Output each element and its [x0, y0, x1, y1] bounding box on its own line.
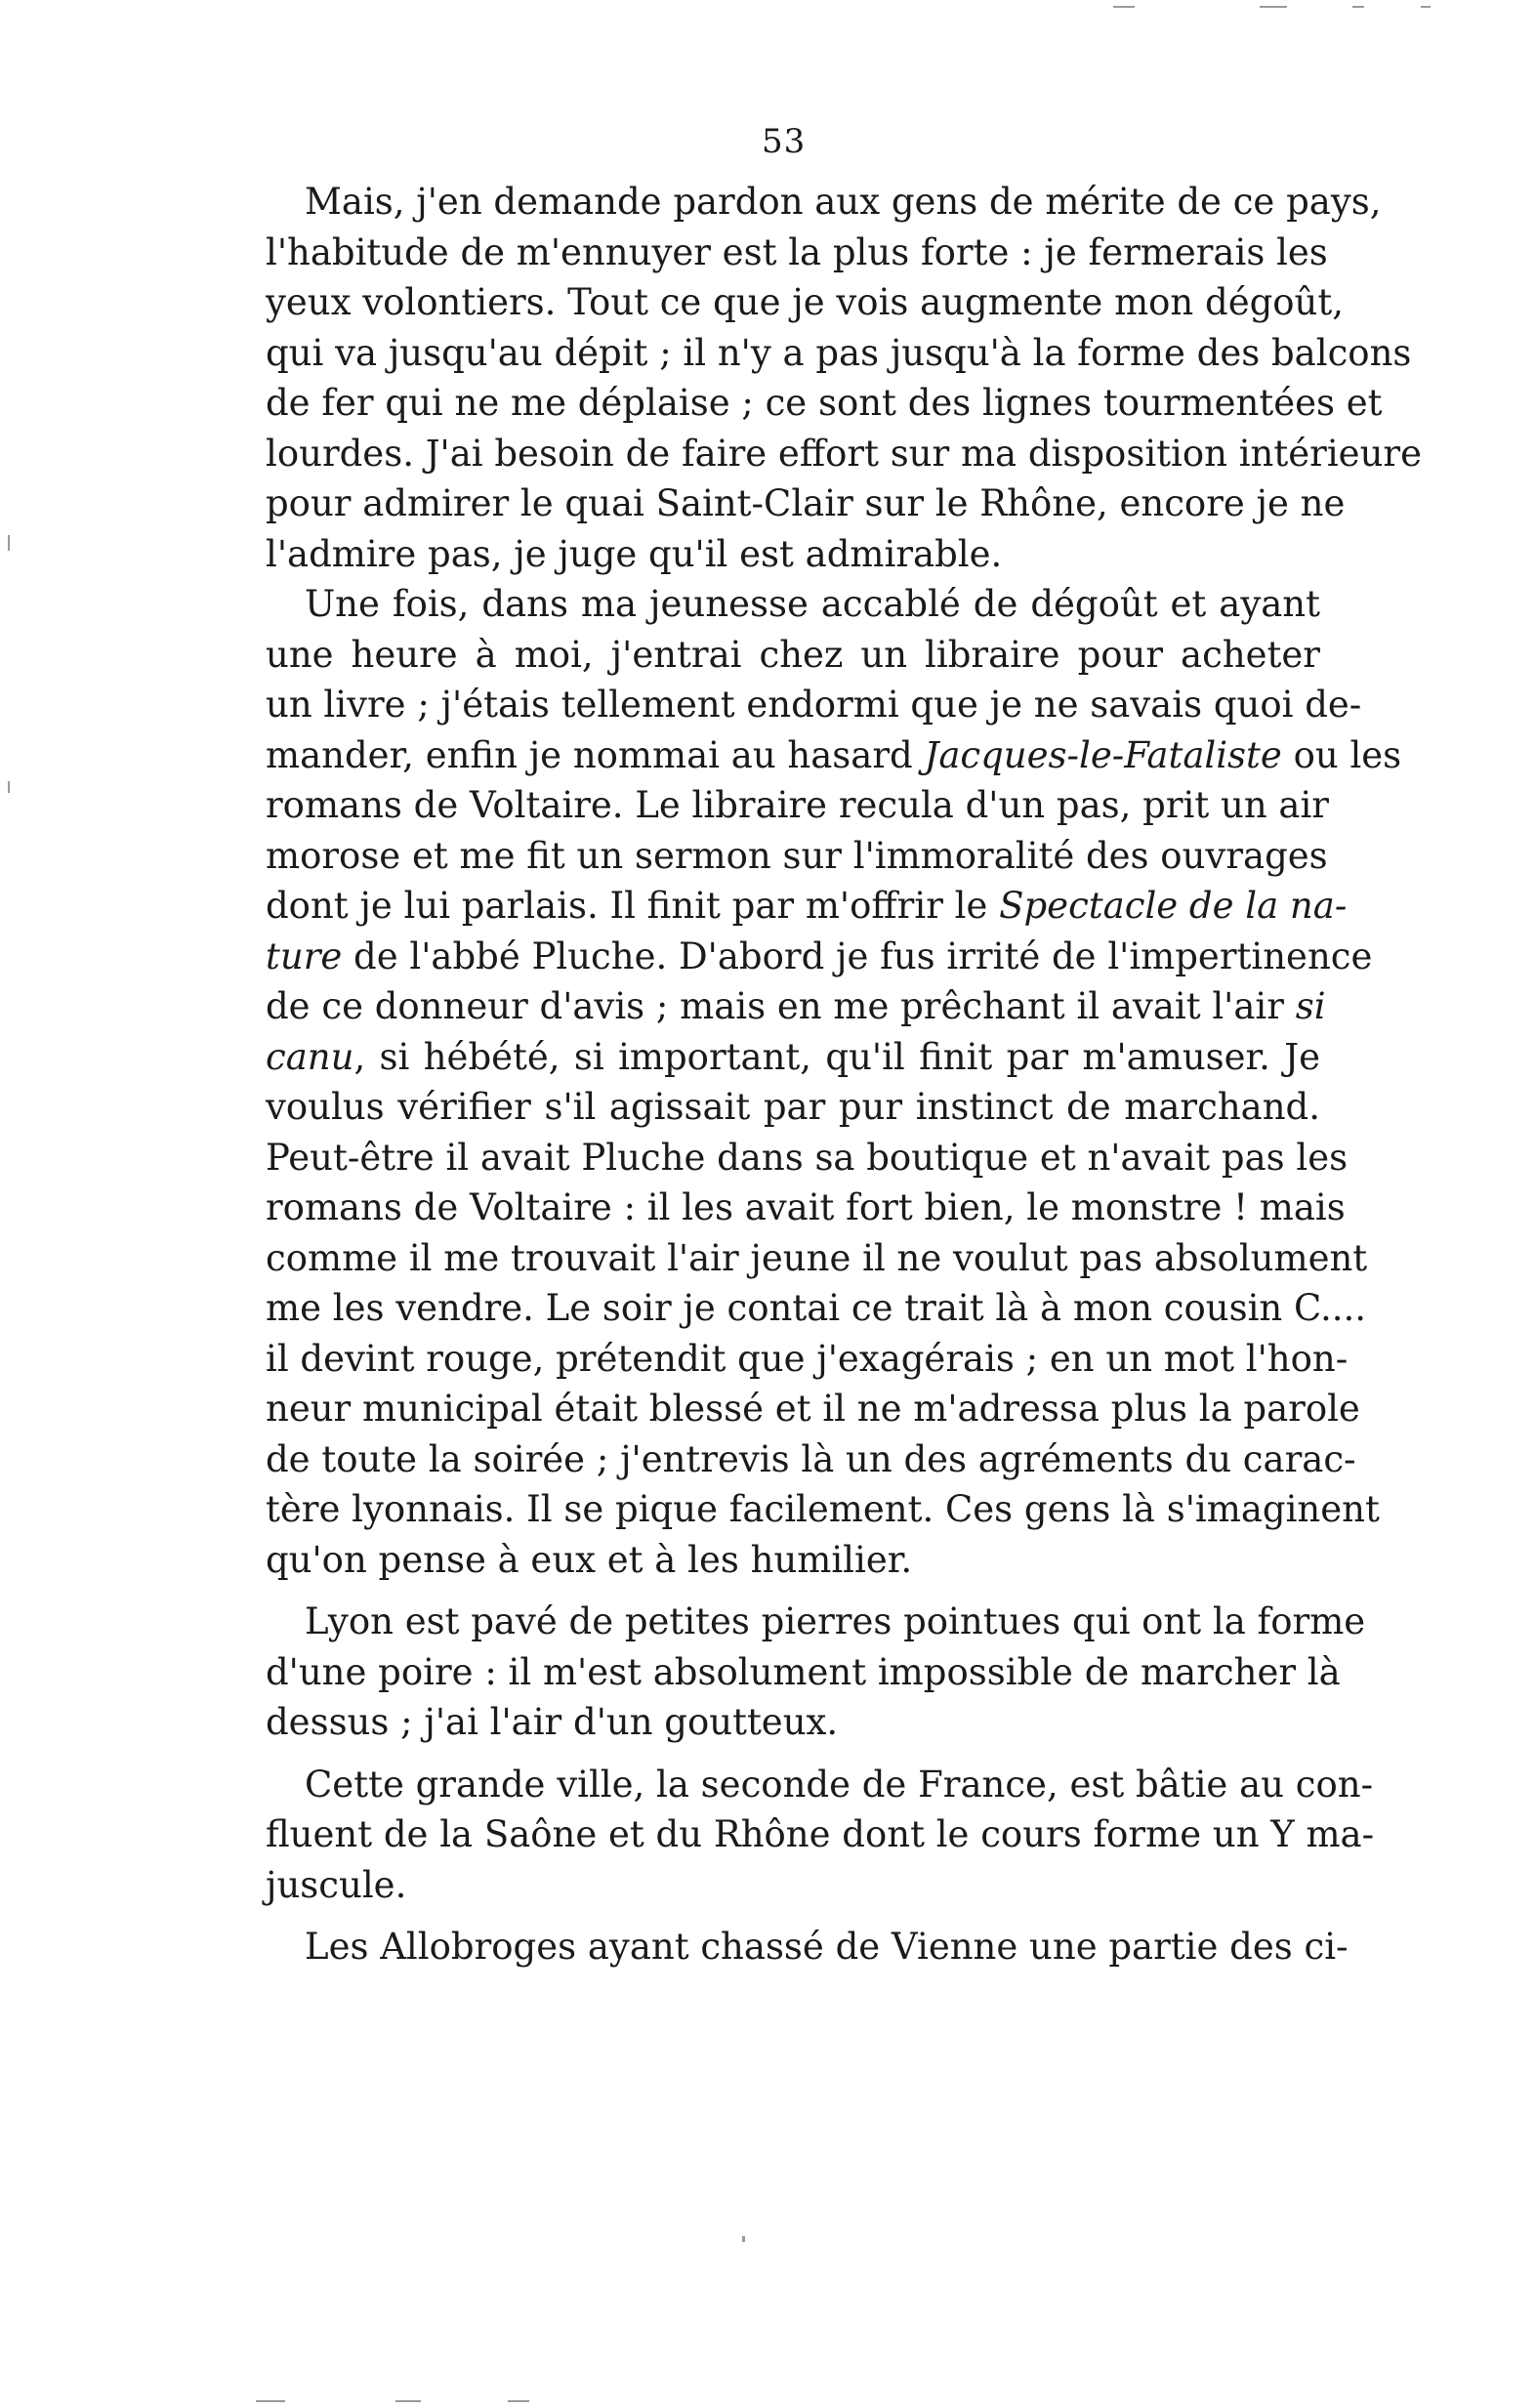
text-run: mander, enfin je nommai au hasard	[266, 733, 925, 776]
book-title-italic: Spectacle de la na-	[999, 885, 1348, 927]
text-line: neur municipal était blessé et il ne m'adressa plus la parole	[266, 1388, 1360, 1430]
page-number: 53	[762, 122, 807, 161]
text-line: Les Allobroges ayant chassé de Vienne une partie des ci-	[305, 1926, 1349, 1968]
text-line: Lyon est pavé de petites pierres pointues qui ont la forme	[305, 1600, 1366, 1642]
text-line	[266, 730, 1402, 781]
text-line: de toute la soirée ; j'entrevis là un des agréments du carac-	[266, 1437, 1356, 1480]
scan-mark	[1113, 6, 1135, 8]
text-line: yeux volontiers. Tout ce que je vois augmente mon dégoût,	[266, 281, 1345, 323]
text-line: juscule.	[266, 1863, 407, 1906]
text-run: ou les	[1281, 733, 1402, 776]
text-line: fluent de la Saône et du Rhône dont le cours forme un Y ma-	[266, 1813, 1375, 1855]
text-run: de ce donneur d'avis ; mais en me prêchant il avait l'air	[266, 985, 1296, 1027]
text-run: de l'abbé Pluche. D'abord je fus irrité de l'impertinence	[342, 934, 1373, 977]
text-line: lourdes. J'ai besoin de faire effort sur ma disposition intérieure	[266, 432, 1422, 475]
text-line: une heure à moi, j'entrai chez un libraire pour acheter	[266, 633, 1320, 676]
italic-word: canu	[266, 1035, 354, 1078]
text-line: Mais, j'en demande pardon aux gens de mérite de ce pays,	[305, 181, 1382, 223]
scan-mark	[8, 535, 10, 551]
scan-mark	[508, 2400, 529, 2402]
scan-mark	[1260, 6, 1287, 8]
text-line: Peut-être il avait Pluche dans sa boutique et n'avait pas les	[266, 1136, 1349, 1179]
text-line	[266, 981, 1326, 1032]
scan-mark	[8, 781, 10, 793]
text-line: comme il me trouvait l'air jeune il ne voulut pas absolument	[266, 1236, 1368, 1279]
text-line: d'une poire : il m'est absolument impossible de marcher là	[266, 1650, 1341, 1693]
text-line: de fer qui ne me déplaise ; ce sont des lignes tourmentées et	[266, 382, 1383, 424]
text-line: pour admirer le quai Saint-Clair sur le Rhône, encore je ne	[266, 482, 1346, 524]
scan-mark	[1421, 6, 1431, 8]
text-line: me les vendre. Le soir je contai ce trait là à mon cousin C....	[266, 1287, 1367, 1329]
text-line	[266, 881, 1348, 932]
book-title-italic: ture	[266, 934, 343, 977]
scan-mark	[256, 2400, 285, 2402]
text-line: morose et me fit un sermon sur l'immoralité des ouvrages	[266, 834, 1328, 877]
scan-mark	[1352, 6, 1364, 8]
text-line: qui va jusqu'au dépit ; il n'y a pas jusqu'à la forme des balcons	[266, 331, 1412, 374]
book-title-italic: Jacques-le-Fataliste	[924, 733, 1282, 776]
text-line: qu'on pense à eux et à les humilier.	[266, 1538, 913, 1581]
text-line	[266, 932, 1373, 982]
text-run: dont je lui parlais. Il finit par m'offrir le	[266, 885, 1000, 927]
text-line: voulus vérifier s'il agissait par pur instinct de marchand.	[266, 1086, 1320, 1128]
italic-word: si	[1295, 985, 1326, 1027]
text-line: il devint rouge, prétendit que j'exagérais ; en un mot l'hon-	[266, 1337, 1349, 1380]
text-line: dessus ; j'ai l'air d'un goutteux.	[266, 1701, 839, 1743]
text-line: Cette grande ville, la seconde de France, est bâtie au con-	[305, 1763, 1374, 1806]
text-line: l'admire pas, je juge qu'il est admirable.	[266, 532, 1003, 575]
text-line: romans de Voltaire. Le libraire recula d'un pas, prit un air	[266, 784, 1329, 826]
text-line: Une fois, dans ma jeunesse accablé de dégoût et ayant	[305, 583, 1320, 625]
text-line: l'habitude de m'ennuyer est la plus forte : je fermerais les	[266, 230, 1328, 273]
scan-mark	[742, 2236, 745, 2242]
text-line: un livre ; j'étais tellement endormi que je ne savais quoi de-	[266, 684, 1362, 726]
body-text	[266, 177, 1422, 1972]
scan-mark	[395, 2400, 421, 2402]
text-run: , si hébété, si important, qu'il finit par m'amuser. Je	[353, 1035, 1320, 1078]
text-line	[266, 1032, 1320, 1083]
text-line: tère lyonnais. Il se pique facilement. Ces gens là s'imaginent	[266, 1488, 1380, 1530]
text-line: romans de Voltaire : il les avait fort bien, le monstre ! mais	[266, 1186, 1346, 1228]
